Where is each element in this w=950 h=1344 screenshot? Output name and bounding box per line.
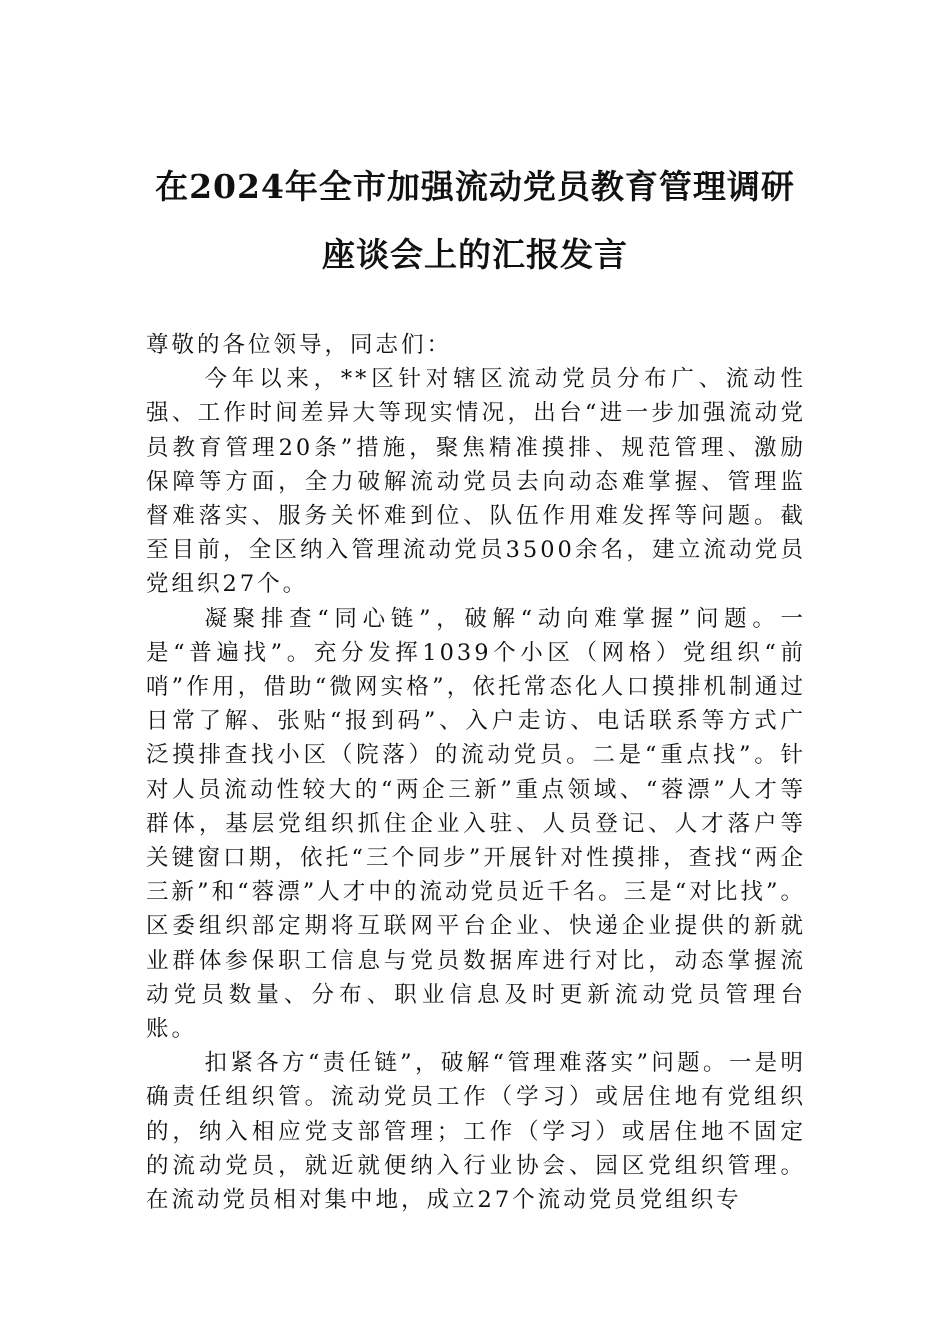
paragraph-intro: 今年以来，**区针对辖区流动党员分布广、流动性强、工作时间差异大等现实情况，出台“进一步加强流动党员教育管理20条”措施，聚焦精准摸排、规范管理、激励保障等方面，全力破解流动党员去向动态难掌握、管理监督难落实、服务关怀难到位、队伍作用难发挥等问题。截至目前，全区纳入管理流动党员3500余名，建立流动党员党组织27个。 <box>146 366 806 598</box>
document-body <box>146 328 806 1217</box>
paragraph-investigation-chain: 凝聚排查“同心链”，破解“动向难掌握”问题。一是“普遍找”。充分发挥1039个小区（网格）党组织“前哨”作用，借助“微网实格”，依托常态化人口摸排机制通过日常了解、张贴“报到码”、入户走访、电话联系等方式广泛摸排查找小区（院落）的流动党员。二是“重点找”。针对人员流动性较大的“两企三新”重点领域、“蓉漂”人才等群体，基层党组织抓住企业入驻、人员登记、人才落户等关键窗口期，依托“三个同步”开展针对性摸排，查找“两企三新”和“蓉漂”人才中的流动党员近千名。三是“对比找”。区委组织部定期将互联网平台企业、快递企业提供的新就业群体参保职工信息与党员数据库进行对比，动态掌握流动党员数量、分布、职业信息及时更新流动党员管理台账。 <box>146 605 806 1043</box>
salutation: 尊敬的各位领导，同志们： <box>146 332 453 358</box>
document-title-line-1: 在2024年全市加强流动党员教育管理调研 <box>155 167 795 206</box>
paragraph-responsibility-chain: 扣紧各方“责任链”，破解“管理难落实”问题。一是明确责任组织管。流动党员工作（学习）或居住地有党组织的，纳入相应党支部管理；工作（学习）或居住地不固定的流动党员，就近就便纳入行业协会、园区党组织管理。在流动党员相对集中地，成立27个流动党员党组织专 <box>146 1050 806 1214</box>
document-title-line-2: 座谈会上的汇报发言 <box>322 235 628 274</box>
